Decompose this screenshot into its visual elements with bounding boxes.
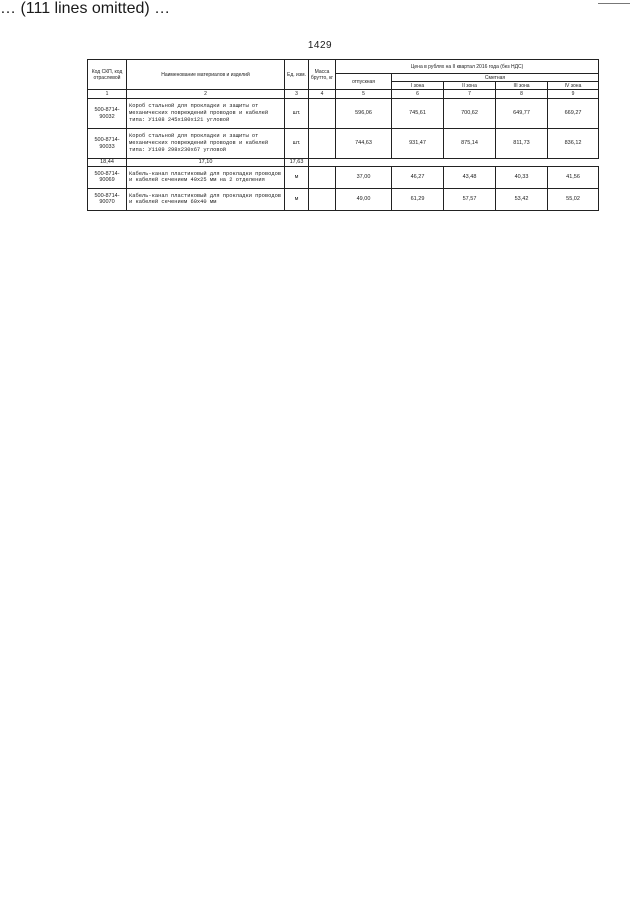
item-unit: м (285, 188, 309, 210)
price-zone-3: 17,10 (127, 159, 285, 167)
item-code: 500-8714-90070 (88, 188, 127, 210)
header-unit: Ед. изм. (285, 60, 309, 90)
item-mass (309, 99, 336, 129)
price-zone-2: 57,57 (444, 188, 496, 210)
price-zone-4: 836,12 (548, 129, 599, 159)
item-name: Короб стальной для прокладки и защиты от механических повреждений проводов и кабелей типа: У1109 298х230х67 угловой (127, 129, 285, 159)
price-zone-2: 700,62 (444, 99, 496, 129)
price-zone-3: 811,73 (496, 129, 548, 159)
price-zone-2: 18,44 (88, 159, 127, 167)
header-estimate-price: Сметная (392, 74, 599, 82)
price-zone-4: 55,02 (548, 188, 599, 210)
header-zone-2: II зона (444, 82, 496, 90)
column-number: 1 (88, 90, 127, 99)
header-name: Наименование материалов и изделий (127, 60, 285, 90)
column-number: 2 (127, 90, 285, 99)
table-row (88, 166, 599, 188)
column-number: 3 (285, 90, 309, 99)
price-zone-2: 43,48 (444, 166, 496, 188)
price-zone-4: 669,27 (548, 99, 599, 129)
item-mass (309, 166, 336, 188)
item-code: 500-8714-90032 (88, 99, 127, 129)
price-zone-1: 46,27 (392, 166, 444, 188)
table-row (88, 99, 599, 129)
header-release-price: отпускная (336, 74, 392, 90)
column-number: 7 (444, 90, 496, 99)
price-zone-1: 61,29 (392, 188, 444, 210)
page-number: 1429 (307, 40, 333, 51)
price-zone-3: 40,33 (496, 166, 548, 188)
price-release: 596,06 (336, 99, 392, 129)
page-edge-mark (598, 3, 630, 4)
item-code: 500-8714-90069 (88, 166, 127, 188)
header-mass: Масса брутто, кг (309, 60, 336, 90)
price-release: 37,00 (336, 166, 392, 188)
column-number: 4 (309, 90, 336, 99)
table-row (88, 129, 599, 159)
column-number: 8 (496, 90, 548, 99)
price-zone-2: 875,14 (444, 129, 496, 159)
price-release: 744,63 (336, 129, 392, 159)
item-unit: м (285, 166, 309, 188)
price-zone-4: 17,63 (285, 159, 309, 167)
header-price-title: Цена в рублях на II квартал 2016 года (без НДС) (336, 60, 599, 74)
item-name: Кабель-канал пластиковый для прокладки проводов и кабелей сечением 40х25 мм на 2 отделения (127, 166, 285, 188)
price-zone-1: 931,47 (392, 129, 444, 159)
item-unit: шт. (285, 129, 309, 159)
column-number: 6 (392, 90, 444, 99)
price-table (87, 59, 599, 211)
price-zone-1: 745,61 (392, 99, 444, 129)
header-zone-3: III зона (496, 82, 548, 90)
table-row (88, 188, 599, 210)
item-mass (309, 129, 336, 159)
header-zone-4: IV зона (548, 82, 599, 90)
item-mass (309, 188, 336, 210)
column-number: 9 (548, 90, 599, 99)
item-name: Кабель-канал пластиковый для прокладки проводов и кабелей сечением 60х40 мм (127, 188, 285, 210)
header-code: Код СКП, код отраслевой (88, 60, 127, 90)
column-number: 5 (336, 90, 392, 99)
price-zone-3: 53,42 (496, 188, 548, 210)
price-zone-3: 649,77 (496, 99, 548, 129)
price-zone-4: 41,56 (548, 166, 599, 188)
item-code: 500-8714-90033 (88, 129, 127, 159)
header-zone-1: I зона (392, 82, 444, 90)
item-name: Короб стальной для прокладки и защиты от механических повреждений проводов и кабелей типа: У1108 245х180х121 угловой (127, 99, 285, 129)
item-unit: шт. (285, 99, 309, 129)
price-release: 49,00 (336, 188, 392, 210)
